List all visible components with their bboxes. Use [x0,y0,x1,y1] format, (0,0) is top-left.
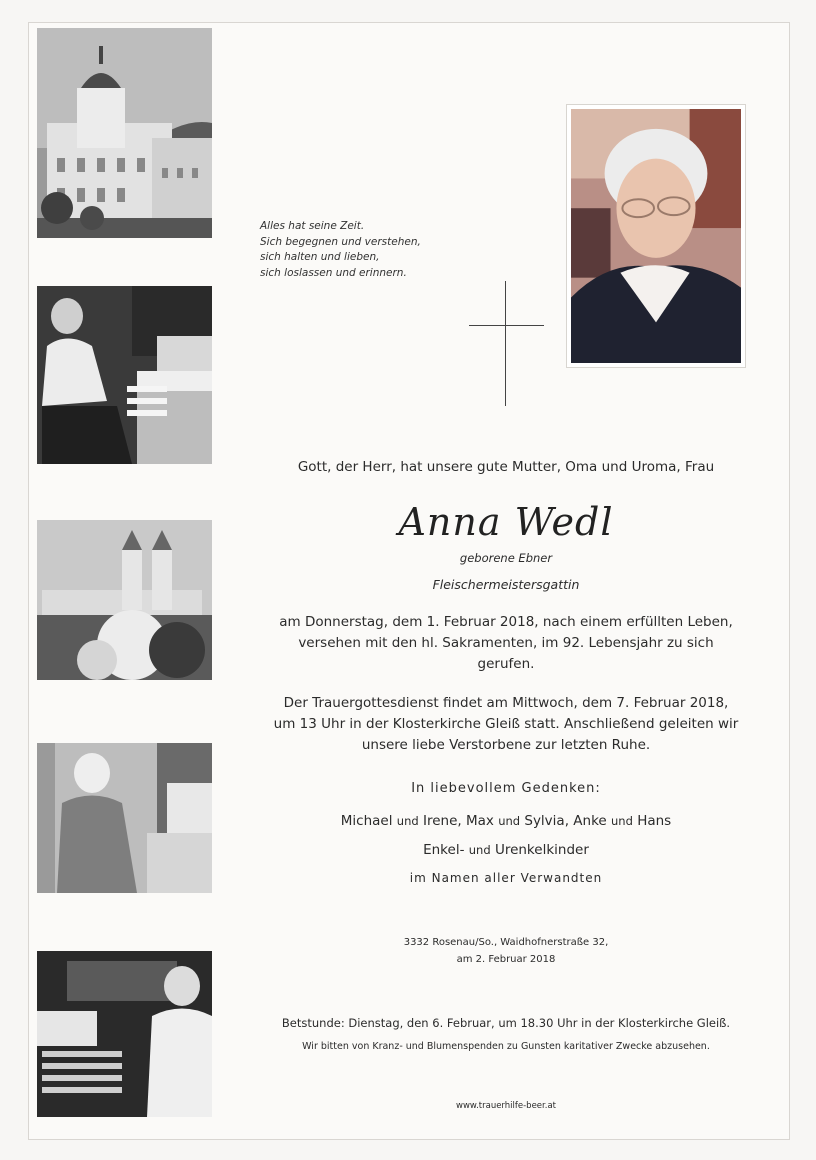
family-names [228,813,784,829]
death-line: versehen mit den hl. Sakramenten, im 92. Lebensjahr zu sich [298,635,714,651]
verse-line: Sich begegnen und verstehen, [260,235,421,248]
cross-icon [505,281,506,406]
family-conjunction: und [396,814,419,828]
cross-icon-bar [469,325,544,326]
death-line: gerufen. [477,656,535,672]
verse [260,219,500,281]
service-line: unsere liebe Verstorbene zur letzten Ruhe. [361,737,651,753]
donation-request: Wir bitten von Kranz- und Blumenspenden zu Gunsten karitativer Zwecke abzusehen. [302,1041,710,1052]
verse-line: sich loslassen und erinnern. [260,266,407,279]
woman-at-organ-photo [37,743,212,893]
deceased-name: Anna Wedl [398,500,614,544]
website-link[interactable]: www.trauerhilfe-beer.at [456,1101,556,1111]
address [228,934,784,968]
profession: Fleischermeistersgattin [432,577,580,592]
death-line: am Donnerstag, dem 1. Februar 2018, nach einem erfüllten Leben, [279,614,733,630]
woman-at-organ-photo [37,286,212,464]
verse-line: sich halten und lieben, [260,251,380,263]
portrait-photo [566,104,746,368]
basilica-twin-towers-photo [37,520,212,680]
woman-at-organ-console-photo [37,951,212,1117]
relatives: im Namen aller Verwandten [409,871,603,885]
family-name: Michael [340,813,393,829]
service-line: Der Trauergottesdienst findet am Mittwoch, dem 7. Februar 2018, [283,695,729,711]
grandkids-conjunction: und [468,843,491,857]
prayer-hour: Betstunde: Dienstag, den 6. Februar, um 18.30 Uhr in der Klosterkirche Gleiß. [281,1016,731,1030]
service-line: um 13 Uhr in der Klosterkirche Gleiß statt. Anschließend geleiten wir [273,716,739,732]
family-name: Irene, Max [422,813,494,829]
grandkids-c: Urenkelkinder [494,842,589,858]
memory-heading: In liebevollem Gedenken: [411,781,601,796]
service-paragraph [228,693,784,756]
verse-line: Alles hat seine Zeit. [260,220,365,232]
family-conjunction: und [498,814,521,828]
family-name: Sylvia, Anke [524,813,607,829]
grandchildren [228,842,784,858]
address-date: am 2. Februar 2018 [456,954,556,965]
monastery-church-photo [37,28,212,238]
birth-name: geborene Ebner [459,551,553,565]
address-line: 3332 Rosenau/So., Waidhofnerstraße 32, [403,937,609,948]
death-paragraph [228,612,784,675]
grandkids-a: Enkel- [423,842,465,858]
family-conjunction: und [611,814,633,828]
intro-text: Gott, der Herr, hat unsere gute Mutter, Oma und Uroma, Frau [297,459,715,475]
family-name: Hans [637,813,672,829]
